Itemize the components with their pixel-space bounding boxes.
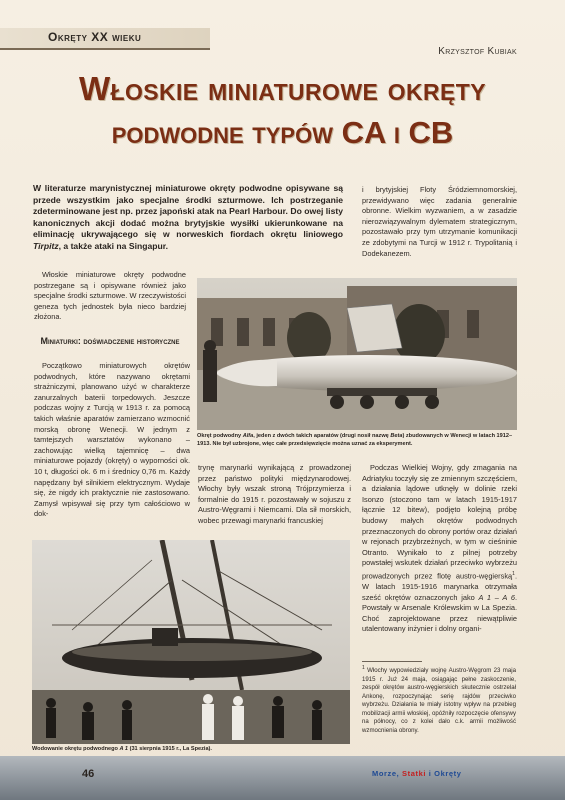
great-war-text: Podczas Wielkiej Wojny, gdy zmagania na Adriatyku toczyły się ze zmiennym szczęściem, a działania lądowe utknęły w dolinie rzeki Isonzo (stoczono tam w latach 1915-1917 łącznie 12 bitew), podjęto kolejną próbę budowy małych okrętów podwodnych przeznaczonych do obrony portów oraz działań w rejonach przybrzeżnych, w tym w cieśninie Otranto. Wynikało to z pilnej potrzeby powstałej wskutek działań przeciwko wybrzeżu prowadzonych przez flotę austro-węgierską (362, 463, 517, 581)
magazine-name-sep2: i (426, 769, 435, 778)
great-war-text-2: . W latach 1915-1916 marynarka otrzymała sześć okrętów oznaczonych jako (362, 571, 517, 602)
lead-text: W literaturze marynistycznej miniaturowe okręty podwodne opisywane są przede wszystkim jako specjalne środki szturmowe. Ich postrzeganie zdeterminowane jest np. przez japoński atak na Pearl Harbour. Do owej listy kanonicznych akcji dodać można brytyjskie wysiłki ukierunkowane na eliminację ukrywającego się w norweskich fiordach okrętu liniowego (33, 183, 343, 240)
paragraph-great-war (362, 463, 517, 635)
lead-text-end: , a także ataki na Singapur. (58, 240, 168, 251)
footnote (362, 664, 516, 735)
magazine-name-sep1: , (396, 769, 403, 778)
caption1-text: Okręt podwodny (197, 433, 243, 439)
series-label: Okręty XX wieku (48, 30, 142, 44)
footnote-rule (362, 661, 422, 662)
caption1-beta: Beta (390, 433, 403, 439)
magazine-name (372, 769, 462, 778)
caption1-text-3: ) zbudowanych w Wenecji w latach 1912–1913. Nie był uzbrojone, więc całe przedsięwzięcie można uznać za eksperyment. (197, 433, 513, 447)
footnote-text: Włochy wypowiedziały wojnę Austro-Węgrom 23 maja 1915 r. Już 24 maja, osiągając pełne zaskoczenie, zespół okrętów austro-węgierskich skutecznie ostrzelał Ankonę, rozpoczynając serię rajdów przeciwko wybrzeżu. Działania te miały istotny wpływ na przebieg mobilizacji armii włoskiej, opóźniły rozpoczęcie ofensywy na północy, co z kolei dało c.k. armii możliwość wzmocnienia obrony. (362, 667, 516, 734)
magazine-name-part1: Morze (372, 769, 397, 778)
footnote-ref: 1 (512, 570, 515, 577)
boat-designation: A 1 – A 6 (478, 592, 515, 602)
paragraph-intro: Włoskie miniaturowe okręty podwodne postrzegane są i opisywane również jako specjalne środki szturmowe. W rzeczywistości geneza tych jednostek była nieco bardziej złożona. (34, 270, 186, 322)
caption1-alfa: Alfa (242, 433, 254, 439)
photo-alfa-submarine (197, 278, 517, 430)
lead-paragraph (33, 183, 343, 253)
series-banner (0, 28, 210, 50)
photo-a1-image (32, 540, 350, 744)
footnote-number: 1 (362, 665, 365, 671)
author-name: Krzysztof Kubiak (438, 46, 517, 57)
paragraph-doctrine: trynę marynarki wynikającą z prowadzonej przez państwo polityki międzynarodowej. Włochy były wszak stroną Trójprzymierza i formalnie do 1915 r. pozostawały w sojuszu z Austro-Węgrami i Niemcami. Dla sił morskich, wobec przewagi marynarki francuskiej (198, 463, 351, 525)
lead-ship-name: Tirpitz (33, 240, 59, 251)
page-number: 46 (82, 768, 95, 780)
photo-alfa-image (197, 278, 517, 430)
caption2-a1: A 1 (119, 746, 129, 752)
caption2-text: Wodowanie okrętu podwodnego (32, 746, 120, 752)
caption1-text-2: , jeden z dwóch takich aparatów (drugi nosił nazwę (253, 433, 391, 439)
article-title-line2: podwodne typów CA i CB (111, 115, 454, 150)
section-heading: Miniaturki: doświadczenie historyczne (40, 336, 180, 346)
magazine-name-part2: Statki (402, 769, 427, 778)
caption2-text-2: (31 sierpnia 1915 r., La Spezia). (128, 746, 212, 752)
magazine-name-part3: Okręty (434, 769, 462, 778)
paragraph-history: Początkowo miniaturowych okrętów podwodnych, które nazywano okrętami strażniczymi, planowano użyć w charakterze zanurzalnych baterii torpedowych. Jeszcze podczas wojny z Turcją w 1913 r. za pomocą takich właśnie aparatów zamierzano wzmocnić morską obronę Wenecji. W jednym z tamtejszych warsztatów wykonano – zachowując wielką tajemnicę – dwa miniaturowe pojazdy (okręty) o wyporności ok. 10 t, długości ok. 6 m i średnicy 0,76 m. Każdy napędzany był silnikiem elektrycznym. Wydaje się, że nigdy ich praktycznie nie zastosowano. Zamysł wpisywał się przy tym całościowo w dok- (34, 361, 190, 519)
article-title-line1: Włoskie miniaturowe okręty (78, 70, 486, 107)
paragraph-strategy: i brytyjskiej Floty Śródziemnomorskiej, przewidywano więc zadania generalnie obronne. Wielkim wyzwaniem, a w zasadzie nierozwiązywalnym dylematem strategicznym, pozostawało przy tym utrzymanie komunikacji ze zdobytymi na Turcji w 1912 r. Trypolitanią i Dodekanezem. (362, 185, 517, 258)
photo-a1-launch (32, 540, 350, 744)
photo-a1-caption (32, 746, 350, 754)
photo-alfa-caption (197, 433, 517, 448)
great-war-text-3: . Powstały w Arsenale Królewskim w La Spezia. Choć zaprojektowane przez niewątpliwie utalentowany inżynier i dolny organi- (362, 592, 517, 634)
